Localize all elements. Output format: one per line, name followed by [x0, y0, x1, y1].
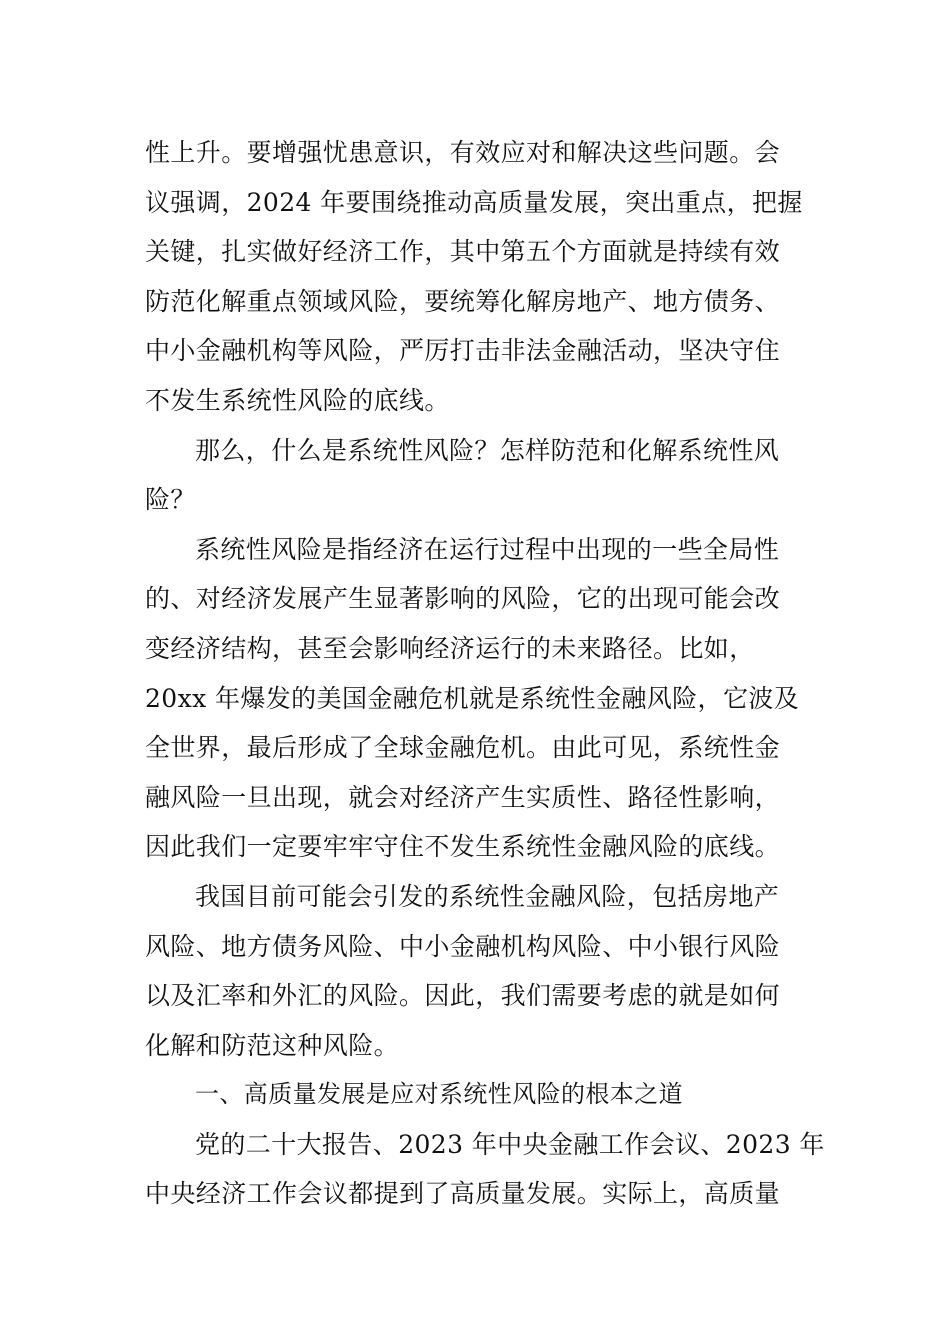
paragraph-first-line: 党的二十大报告、2023 年中央金融工作会议、2023 年: [195, 1129, 825, 1159]
text-line: 中央经济工作会议都提到了高质量发展。实际上，高质量: [145, 1179, 781, 1209]
text-line: 20xx 年爆发的美国金融危机就是系统性金融风险，它波及: [145, 683, 800, 713]
paragraph-first-line: 系统性风险是指经济在运行过程中出现的一些全局性: [195, 534, 780, 564]
section-heading: 一、高质量发展是应对系统性风险的根本之道: [195, 1080, 683, 1109]
text-line: 融风险一旦出现，就会对经济产生实质性、路径性影响，: [145, 782, 781, 812]
text-line: 以及汇率和外汇的风险。因此，我们需要考虑的就是如何: [145, 981, 781, 1011]
text-line: 性上升。要增强忧患意识，有效应对和解决这些问题。会: [145, 138, 781, 167]
text-line: 关键，扎实做好经济工作，其中第五个方面就是持续有效: [145, 237, 781, 267]
text-line: 风险、地方债务风险、中小金融机构风险、中小银行风险: [145, 931, 781, 961]
text-line: 中小金融机构等风险，严厉打击非法金融活动，坚决守住: [145, 336, 781, 366]
text-line: 防范化解重点领域风险，要统筹化解房地产、地方债务、: [145, 286, 781, 316]
text-line: 不发生系统性风险的底线。: [145, 385, 450, 415]
text-line: 变经济结构，甚至会影响经济运行的未来路径。比如，: [145, 633, 755, 663]
paragraph-first-line: 我国目前可能会引发的系统性金融风险，包括房地产: [195, 881, 780, 911]
text-line: 因此我们一定要牢牢守住不发生系统性金融风险的底线。: [145, 832, 781, 862]
text-line: 的、对经济发展产生显著影响的风险，它的出现可能会改: [145, 584, 781, 614]
text-line: 化解和防范这种风险。: [145, 1030, 400, 1060]
text-line: 议强调，2024 年要围绕推动高质量发展，突出重点，把握: [145, 187, 803, 217]
text-line: 全世界，最后形成了全球金融危机。由此可见，系统性金: [145, 733, 781, 763]
document-body: [145, 128, 825, 1219]
text-line: 险？: [145, 485, 196, 515]
paragraph-first-line: 那么，什么是系统性风险？怎样防范和化解系统性风: [195, 435, 780, 465]
